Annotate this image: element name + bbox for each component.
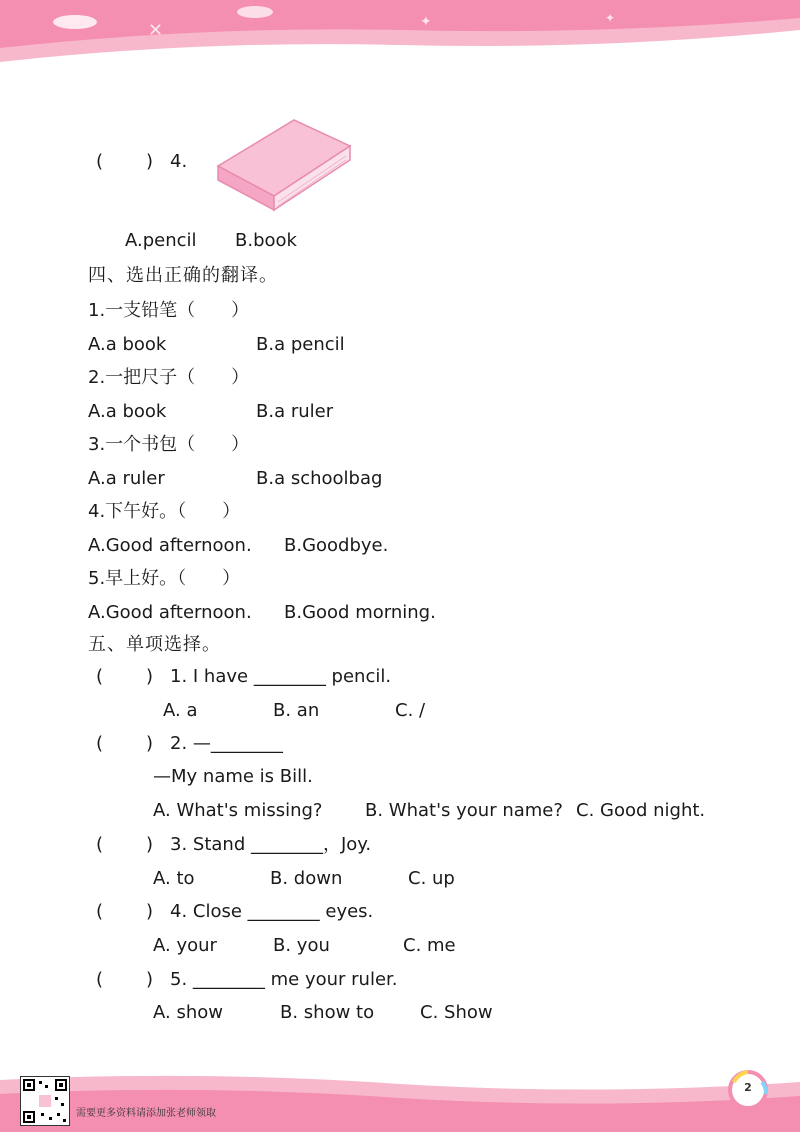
choice-5-option-a: A. show <box>153 1002 223 1023</box>
choice-5-option-b: B. show to <box>280 1002 375 1023</box>
qr-code <box>20 1076 70 1126</box>
translation-question-1: 1.一支铅笔（ ） <box>88 300 250 321</box>
section-4-title: 四、选出正确的翻译。 <box>88 265 278 286</box>
translation-question-5: 5.早上好。（ ） <box>88 568 241 589</box>
choice-4-option-c: C. me <box>403 935 456 956</box>
answer-paren-close: ) <box>146 733 154 754</box>
choice-question-2-response: —My name is Bill. <box>153 766 313 787</box>
answer-paren-open: ( <box>96 901 104 922</box>
answer-paren-open: ( <box>96 969 104 990</box>
translation-3-option-a: A.a ruler <box>88 468 165 489</box>
answer-paren-close: ) <box>146 901 154 922</box>
page-number: 2 <box>744 1081 752 1094</box>
answer-paren-open: ( <box>96 733 104 754</box>
choice-question-2: 2. —________ <box>170 733 283 754</box>
translation-question-2: 2.一把尺子（ ） <box>88 367 250 388</box>
top-banner-decoration <box>0 0 800 70</box>
translation-2-option-a: A.a book <box>88 401 167 422</box>
answer-paren-close: ) <box>146 151 154 172</box>
translation-4-option-b: B.Goodbye. <box>284 535 389 556</box>
choice-3-option-c: C. up <box>408 868 455 889</box>
svg-text:✦: ✦ <box>605 11 616 25</box>
option-b: B.book <box>235 230 297 251</box>
choice-3-option-a: A. to <box>153 868 195 889</box>
choice-1-option-a: A. a <box>163 700 198 721</box>
answer-paren-open: ( <box>96 666 104 687</box>
option-a: A.pencil <box>125 230 197 251</box>
translation-question-3: 3.一个书包（ ） <box>88 434 250 455</box>
choice-5-option-c: C. Show <box>420 1002 493 1023</box>
answer-paren-close: ) <box>146 969 154 990</box>
answer-paren-open: ( <box>96 834 104 855</box>
choice-3-option-b: B. down <box>270 868 343 889</box>
choice-question-1: 1. I have ________ pencil. <box>170 666 392 687</box>
translation-4-option-a: A.Good afternoon. <box>88 535 252 556</box>
answer-paren-open: ( <box>96 151 104 172</box>
choice-2-option-b: B. What's your name? <box>365 800 563 821</box>
choice-1-option-c: C. / <box>395 700 426 721</box>
choice-4-option-a: A. your <box>153 935 217 956</box>
translation-1-option-b: B.a pencil <box>256 334 345 355</box>
section-5-title: 五、单项选择。 <box>88 634 221 655</box>
translation-question-4: 4.下午好。（ ） <box>88 501 241 522</box>
choice-question-3: 3. Stand ________，Joy. <box>170 834 372 855</box>
svg-text:✕: ✕ <box>148 20 164 41</box>
translation-3-option-b: B.a schoolbag <box>256 468 383 489</box>
svg-text:✦: ✦ <box>420 14 432 30</box>
translation-1-option-a: A.a book <box>88 334 167 355</box>
bottom-banner-decoration <box>0 1070 800 1132</box>
choice-1-option-b: B. an <box>273 700 320 721</box>
choice-4-option-b: B. you <box>273 935 330 956</box>
choice-2-option-a: A. What's missing? <box>153 800 323 821</box>
choice-2-option-c: C. Good night. <box>576 800 706 821</box>
answer-paren-close: ) <box>146 834 154 855</box>
translation-5-option-b: B.Good morning. <box>284 602 436 623</box>
question-number: 4. <box>170 151 188 172</box>
book-illustration <box>212 118 354 218</box>
answer-paren-close: ) <box>146 666 154 687</box>
choice-question-5: 5. ________ me your ruler. <box>170 969 398 990</box>
translation-2-option-b: B.a ruler <box>256 401 334 422</box>
translation-5-option-a: A.Good afternoon. <box>88 602 252 623</box>
footer-note: 需要更多资料请添加张老师领取 <box>76 1108 216 1119</box>
choice-question-4: 4. Close ________ eyes. <box>170 901 374 922</box>
